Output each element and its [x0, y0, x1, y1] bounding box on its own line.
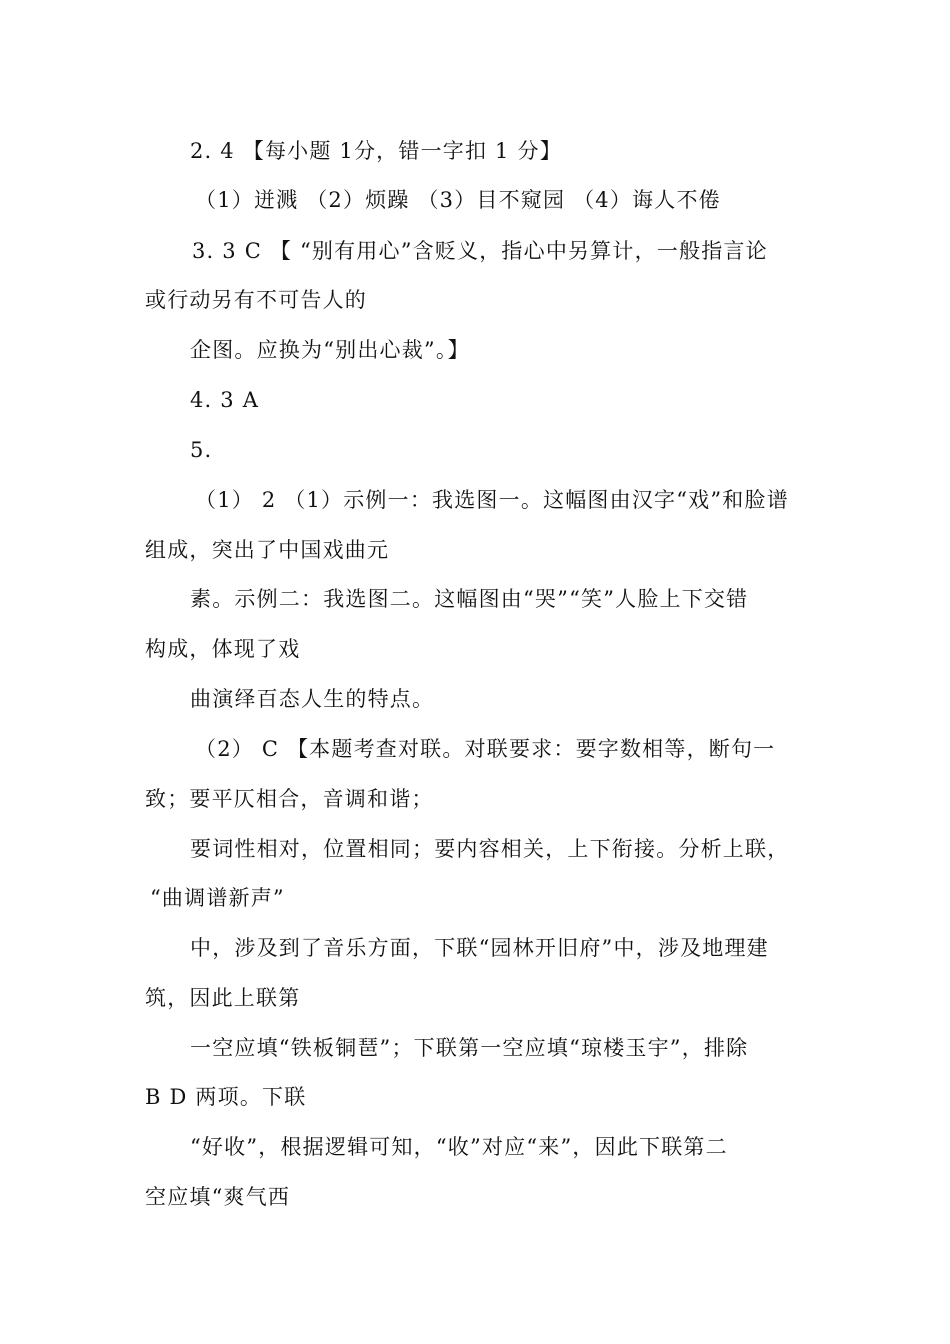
answer-5-1-line-4: 构成，体现了戏	[145, 637, 301, 661]
answer-5-1-line-1: （1） 2 （1）示例一：我选图一。这幅图由汉字“戏”和脸谱	[195, 488, 789, 512]
answer-5-2-line-9: “好收”，根据逻辑可知，“收”对应“来”，因此下联第二	[190, 1135, 728, 1159]
answer-5-2-line-4: “曲调谱新声”	[150, 886, 285, 910]
answer-5-2-line-5: 中，涉及到了音乐方面，下联“园林开旧府”中，涉及地理建	[190, 936, 769, 960]
answer-5-2-line-1: （2） C 【本题考查对联。对联要求：要字数相等，断句一	[195, 737, 776, 761]
answer-5-1-line-3: 素。示例二：我选图二。这幅图由“哭”“笑”人脸上下交错	[190, 587, 749, 611]
answer-3-line-2: 或行动另有不可告人的	[145, 288, 367, 312]
answer-5-2-line-3: 要词性相对，位置相同；要内容相关，上下衔接。分析上联，	[190, 837, 790, 861]
answer-5-1-line-2: 组成，突出了中国戏曲元	[145, 538, 390, 562]
answer-5-2-line-6: 筑，因此上联第	[145, 986, 301, 1010]
answer-4: 4. 3 A	[190, 388, 260, 412]
answer-5-2-line-10: 空应填“爽气西	[145, 1185, 291, 1209]
answer-2-items: （1）迸溅 （2）烦躁 （3）目不窥园 （4）诲人不倦	[195, 188, 721, 212]
answer-3-line-1: 3. 3 C 【 “别有用心”含贬义，指心中另算计，一般指言论	[192, 239, 768, 263]
answer-5-header: 5.	[190, 438, 213, 462]
answer-5-2-line-7: 一空应填“铁板铜琶”；下联第一空应填“琼楼玉宇”，排除	[190, 1036, 749, 1060]
answer-3-line-3: 企图。应换为“别出心裁”。】	[190, 338, 470, 362]
answer-2-header: 2. 4 【每小题 1分，错一字扣 1 分】	[190, 139, 562, 163]
answer-5-2-line-2: 致；要平仄相合，音调和谐；	[145, 787, 434, 811]
answer-5-1-line-5: 曲演绎百态人生的特点。	[190, 687, 435, 711]
answer-5-2-line-8: B D 两项。下联	[145, 1085, 307, 1109]
